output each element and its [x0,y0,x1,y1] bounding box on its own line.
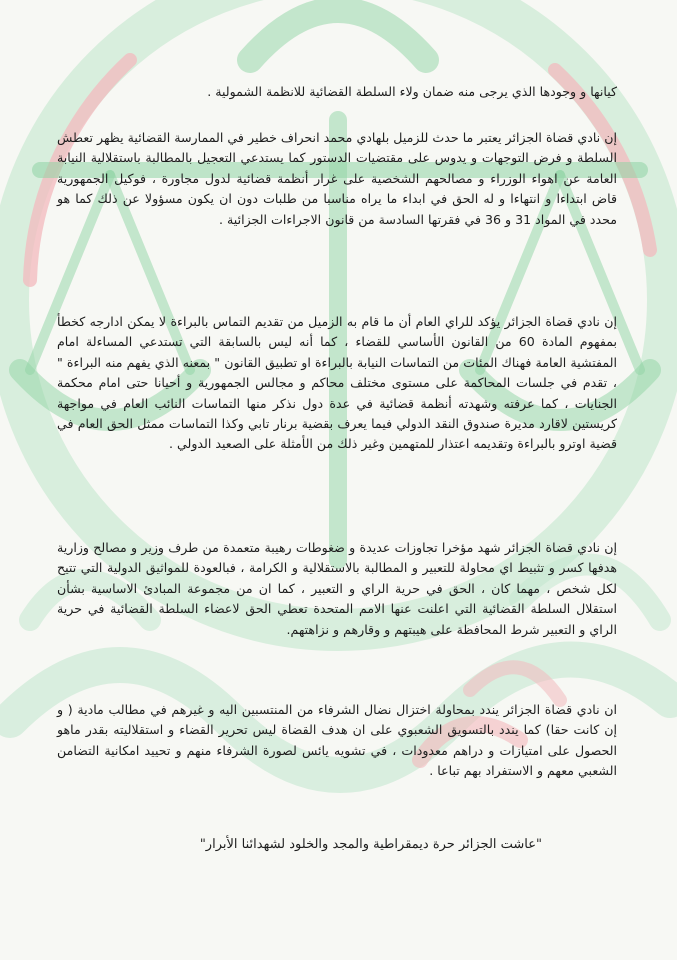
paragraph-3: إن نادي قضاة الجزائر شهد مؤخرا تجاوزات عديدة و ضغوطات رهيبة متعمدة من طرف وزير و مصالح وزارية هدفها كسر و تثبيط اي محاولة للتعبير و المطالبة بالاستقلالية و الكرامة ، فبالعودة للمواثيق الدولية التي تتيح لكل شخص ، مهما كان ، الحق في حرية الراي و التعبير ، كما ان من مجموعة المبادئ الاساسية بشأن استقلال السلطة القضائية التي اعلنت عنها الامم المتحدة تعطي الحق لاعضاء السلطة القضائية في حرية الراي و التعبير شرط المحافظة على هيبتهم و وقارهم و نزاهتهم. [57,540,617,637]
paragraph-2: إن نادي قضاة الجزائر يؤكد للراي العام أن ما قام به الزميل من تقديم التماس بالبراءة لا يمكن ادارجه كخطأ بمفهوم المادة 60 من القانون الأساسي للقضاء ، كما أنه ليس بالسابقة التي تستدعي المساءلة امام المفتشية العامة فهناك المئات من التماسات النيابة بالبراءة او تطبيق القانون " بمعنه الذي يفهم منه البراءة " ، تقدم في جلسات المحاكمة على مستوى مختلف محاكم و مجالس الجمهورية و أحيانا حتى امام محكمة الجنايات ، كما عرفته وشهدته أنظمة قضائية في عدة دول نذكر منها التماسات النائب العام في مواجهة كريستين لاقارد مديرة صندوق النقد الدولي فيما يعرف بقضية برنار تابي وكذا التماسات ممثل الحق العام في قضية اوترو بالبراءة وتقديمه اعتذار للمتهمين وغير ذلك من الأمثلة على الصعيد الدولي . [57,314,617,452]
paragraph-0: كيانها و وجودها الذي يرجى منه ضمان ولاء السلطة القضائية للانظمة الشمولية . [207,84,617,99]
paragraph-1: إن نادي قضاة الجزائر يعتبر ما حدث للزميل بلهادي محمد انحراف خطير في الممارسة القضائية يظهر تعطش السلطة و فرض التوجهات و يدوس على مقتضيات الدستور كما يستدعي التعجيل بالمطالبة باستقلالية النيابة العامة عن اهواء الوزراء و مصالحهم الشخصية على غرار أنظمة قضائية لدول مجاورة ، فوكيل الجمهورية قاض ابتداءا و انتهاءا و له الحق في ابداء ما يراه مناسبا من طلبات دون ان يكون مسؤولا عن ذلك كما هو محدد في المواد 31 و 36 في فقرتها السادسة من قانون الاجراءات الجزائية . [57,130,617,227]
closing-slogan: "عاشت الجزائر حرة ديمقراطية والمجد والخلود لشهدائنا الأبرار" [199,837,542,852]
paragraph-4: ان نادي قضاة الجزائر يندد بمحاولة اختزال نضال الشرفاء من المنتسبين اليه و غيرهم في مطالب مادية ( و إن كانت حقا) كما يندد بالتسويق الشعبوي على ان هدف القضاة ليس تحرير القضاء و استقلاليته بقدر ماهو الحصول على امتيازات و دراهم معدودات ، في تشويه يائس لصورة الشرفاء منهم و تحييد امكانية التضامن الشعبي معهم و الاستفراد بهم تباعا . [57,702,617,779]
